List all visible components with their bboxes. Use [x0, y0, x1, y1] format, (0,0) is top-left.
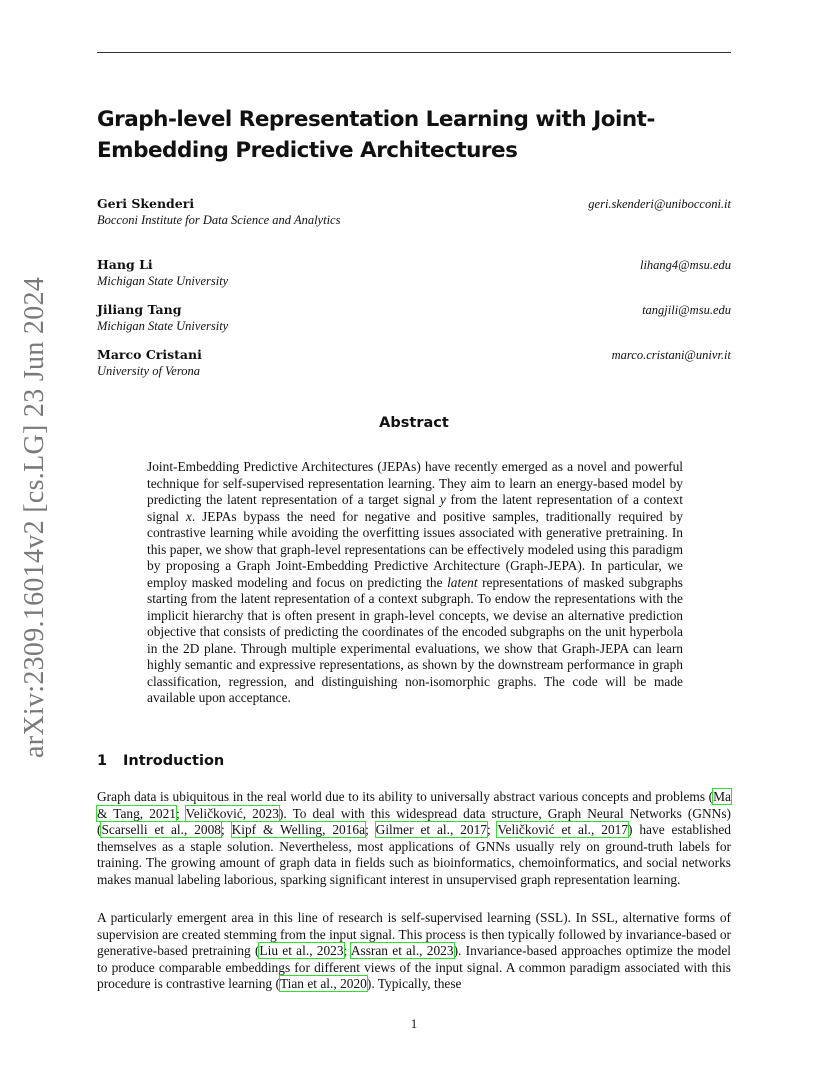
abstract-segment: from the latent representation of a context signal	[147, 492, 683, 524]
citation-link[interactable]: Assran et al., 2023	[350, 943, 454, 958]
author-email[interactable]: lihang4@msu.edu	[639, 258, 731, 272]
text-segment: ;	[487, 822, 498, 837]
citation-link[interactable]: Scarselli et al., 2008	[101, 822, 221, 837]
author-block	[97, 347, 731, 379]
author-affiliation: Michigan State University	[97, 274, 229, 288]
author-email[interactable]: geri.skenderi@unibocconi.it	[588, 197, 731, 211]
abstract-text	[147, 459, 683, 707]
citation-link[interactable]: Veličković et al., 2017	[497, 822, 629, 837]
citation-link[interactable]: Tian et al., 2020	[279, 976, 367, 991]
citation-link[interactable]: Kipf & Welling, 2016a	[231, 822, 366, 837]
author-affiliation: Bocconi Institute for Data Science and Analytics	[97, 213, 341, 227]
author-email[interactable]: tangjili@msu.edu	[642, 303, 731, 317]
intro-paragraph	[97, 789, 731, 888]
page-number: 1	[410, 1016, 418, 1031]
citation-link[interactable]: Gilmer et al., 2017	[375, 822, 487, 837]
math-variable: y	[439, 492, 446, 507]
text-segment: ). To deal with this widespread data structure, Graph Neural Networks (GNNs) (	[97, 805, 731, 837]
abstract-segment: Joint-Embedding Predictive Architectures (JEPAs) have recently emerged as a novel and powerful technique for self-supervised representation learning. They aim to learn an energy-based model by predicting the latent representation of a target signal	[147, 459, 683, 507]
author-affiliation: University of Verona	[97, 364, 200, 378]
author-email[interactable]: marco.cristani@univr.it	[611, 348, 731, 362]
text-segment: ;	[175, 805, 186, 821]
paper-title: Graph-level Representation Learning with Joint-Embedding Predictive Architectures	[97, 107, 655, 163]
author-name: Hang Li	[97, 257, 153, 272]
author-block	[97, 257, 731, 289]
author-name: Jiliang Tang	[97, 302, 182, 317]
abstract-segment: representations of masked subgraphs starting from the latent representation of a context subgraph. To endow the representations with the implicit hierarchy that is often present in graph-level concepts, we devise an alternative prediction objective that consists of predicting the coordinates of the encoded subgraphs on the unit hyperbola in the 2D plane. Through multiple experimental evaluations, we show that Graph-JEPA can learn highly semantic and expressive representations, as shown by the downstream performance in graph classification, regression, and distinguishing non-isomorphic graphs. The code will be made available upon acceptance.	[147, 574, 683, 705]
abstract-heading: Abstract	[379, 415, 449, 431]
text-segment: ;	[221, 822, 232, 837]
text-segment: ). Typically, these	[366, 976, 462, 991]
author-block	[97, 196, 731, 228]
author-name: Marco Cristani	[97, 347, 202, 362]
section-number: 1	[97, 753, 108, 769]
section-heading	[97, 753, 224, 769]
math-variable: x	[185, 508, 192, 524]
citation-link[interactable]: Veličković, 2023	[185, 805, 279, 821]
abstract-segment: . JEPAs bypass the need for negative and positive samples, traditionally required by contrastive learning while avoiding the overfitting issues associated with generative pretraining. In this paper, we show that graph-level representations can be effectively modeled using this paradigm by proposing a Graph Joint-Embedding Predictive Architecture (Graph-JEPA). In particular, we employ masked modeling and focus on predicting the	[147, 508, 683, 590]
citation-link[interactable]: Liu et al., 2023	[259, 943, 344, 958]
text-segment: ) have established themselves as a staple solution. Nevertheless, most applications of GNNs usually rely on ground-truth labels for training. The growing amount of graph data in fields such as bioinformatics, chemoinformatics, and social networks makes manual labeling laborious, sparking significant interest in unsupervised graph representation learning.	[97, 822, 732, 887]
text-segment: A particularly emergent area in this line of research is self-supervised learning (SSL). In SSL, alternative forms of supervision are created stemming from the input signal. This process is then typically followed by invariance-based or generative-based pretraining (	[97, 910, 731, 958]
citation-link[interactable]: Ma & Tang, 2021	[97, 789, 731, 821]
intro-paragraph	[97, 910, 731, 993]
text-segment: Graph data is ubiquitous in the real world due to its ability to universally abstract various concepts and problems (	[97, 789, 714, 804]
author-block	[97, 302, 731, 334]
arxiv-identifier: arXiv:2309.16014v2 [cs.LG] 23 Jun 2024	[19, 276, 50, 758]
text-segment: ). Invariance-based approaches optimize the model to produce comparable embeddings for different views of the input signal. A common paradigm associated with this procedure is contrastive learning (	[97, 943, 731, 991]
author-affiliation: Michigan State University	[97, 319, 229, 333]
text-segment: ;	[365, 822, 376, 837]
section-title: Introduction	[123, 753, 225, 769]
author-name: Geri Skenderi	[97, 196, 195, 211]
emphasis: latent	[447, 574, 478, 590]
top-rule	[97, 52, 731, 53]
text-segment: ;	[343, 943, 351, 958]
